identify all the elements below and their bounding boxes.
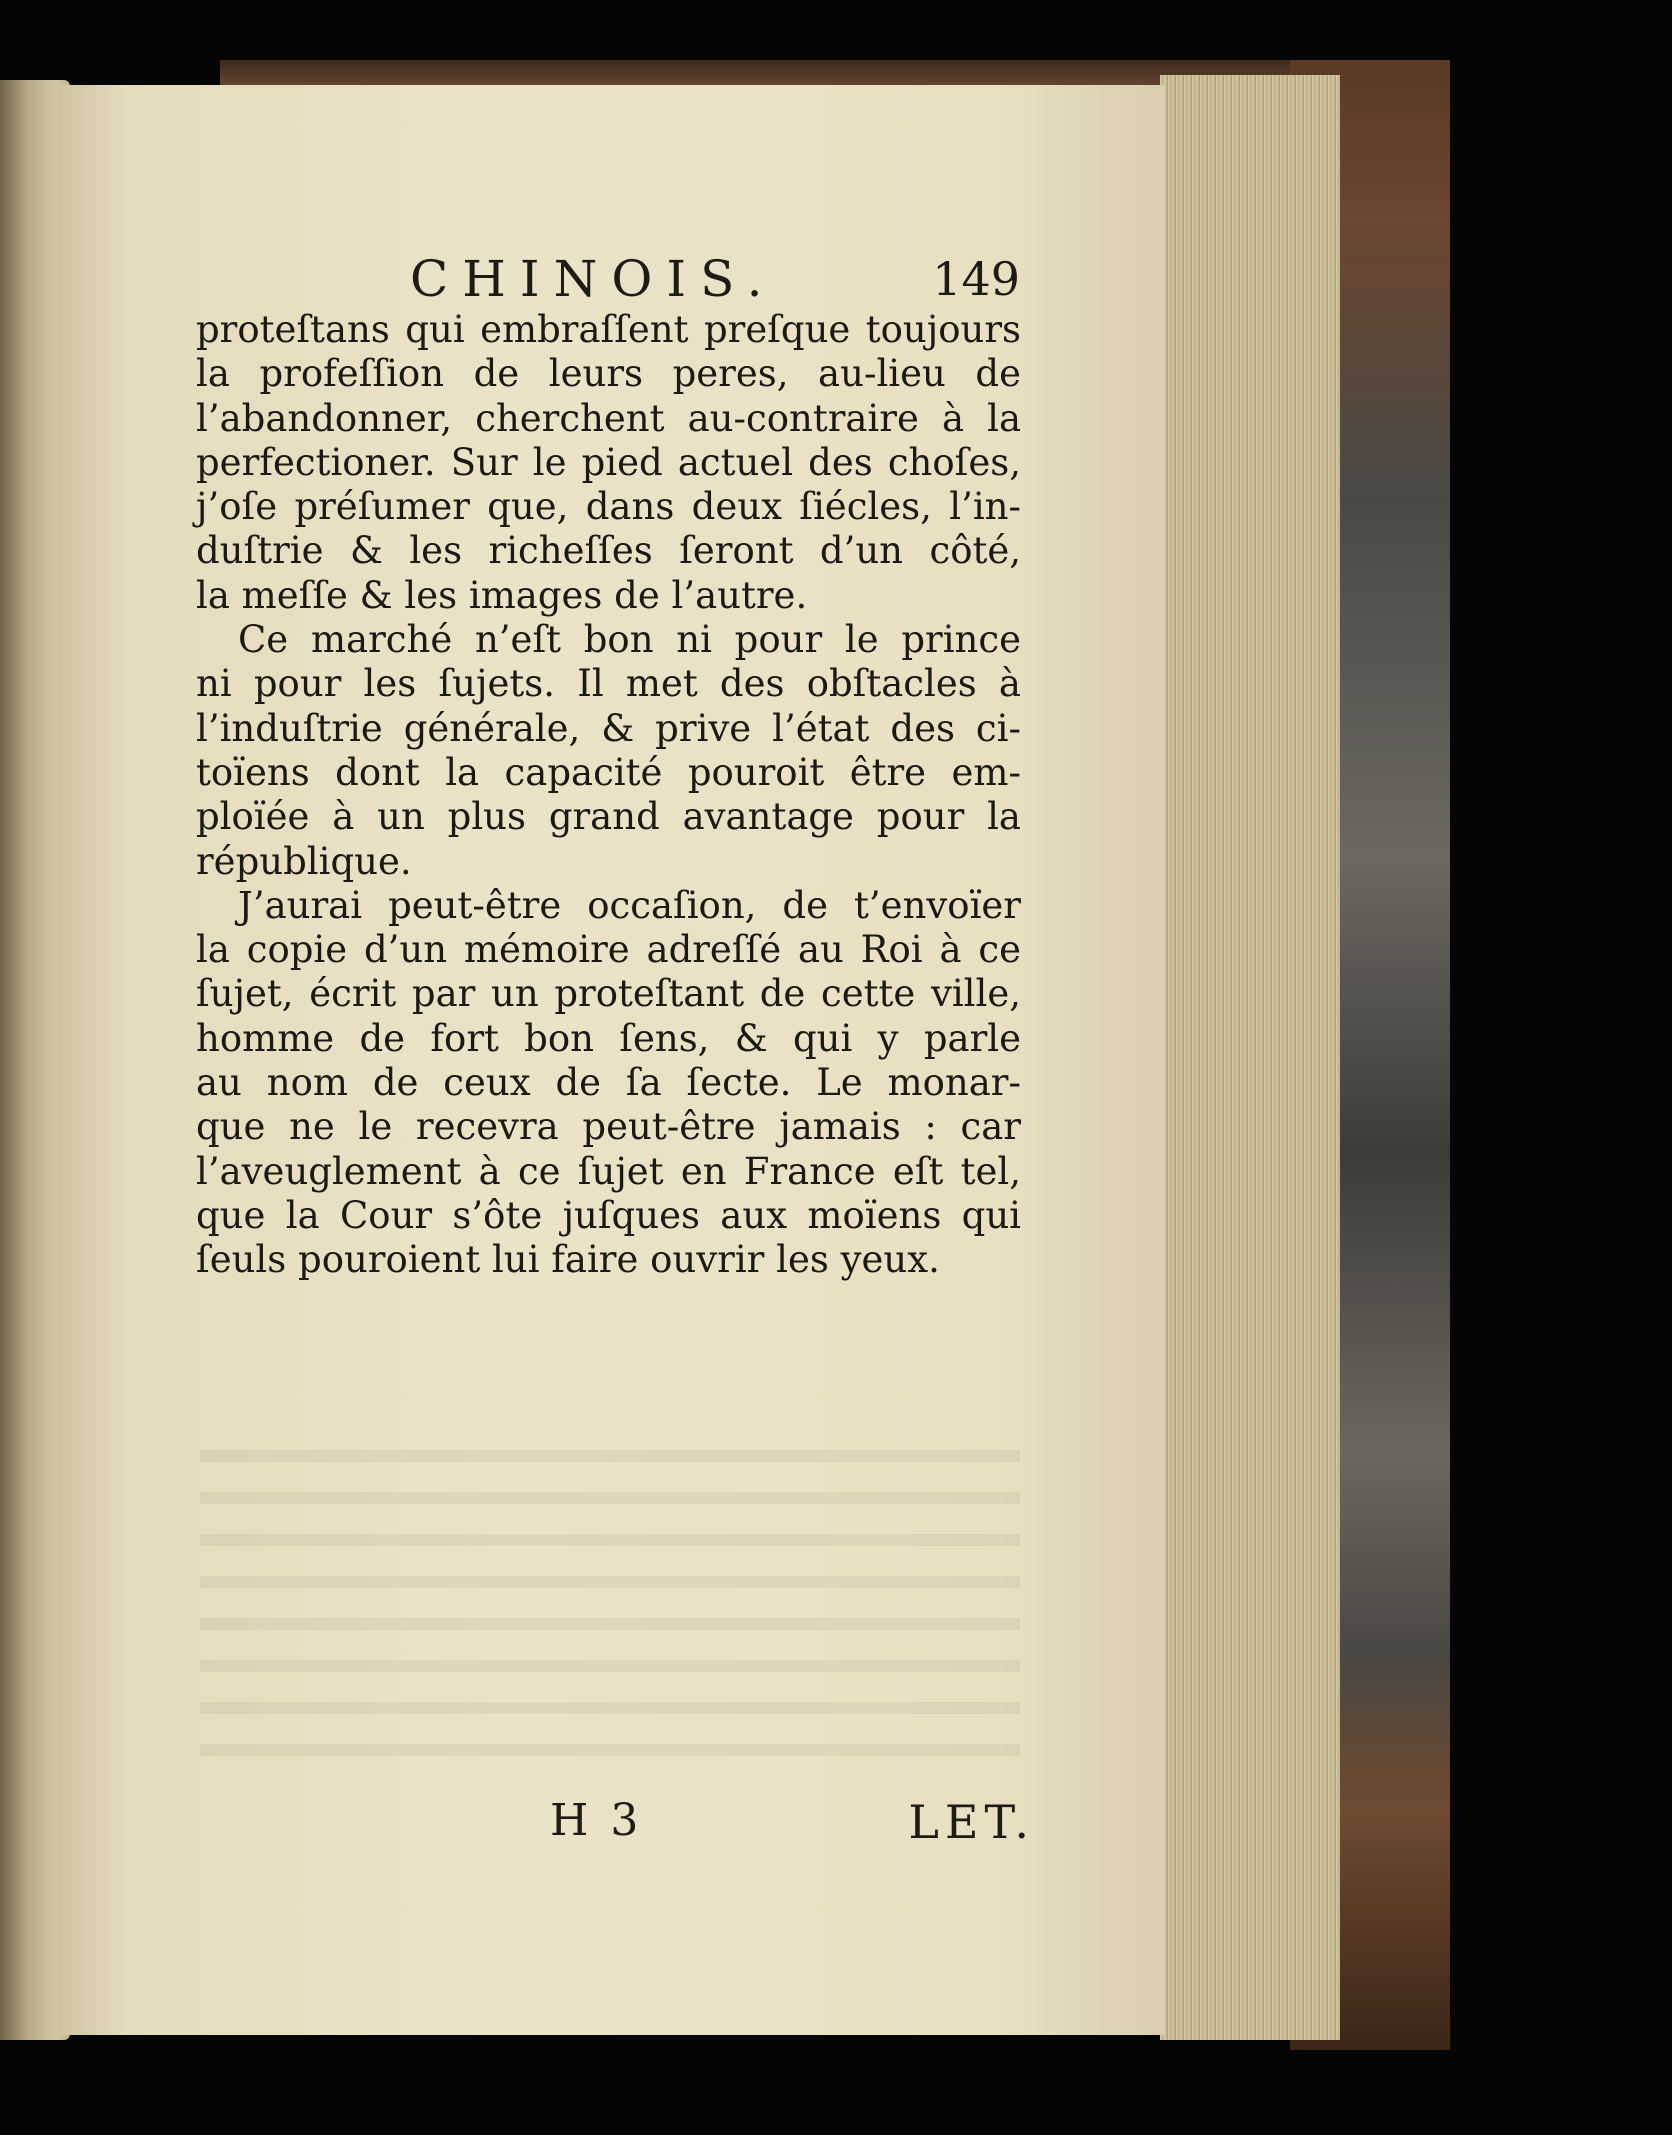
text-line: ſeuls pouroient lui faire ouvrir les yeux.	[196, 1238, 940, 1282]
signature-mark: H 3	[550, 1795, 643, 1846]
bleed-through-text	[200, 1420, 1020, 1760]
text-line: la profeſſion de leurs peres, au-lieu de	[196, 352, 1021, 396]
text-line: j’oſe préſumer que, dans deux ſiécles, l’in-	[196, 485, 1021, 529]
text-line: duſtrie & les richeſſes ſeront d’un côté,	[196, 529, 1021, 573]
text-line: toïens dont la capacité pouroit être em-	[196, 750, 1021, 794]
text-line: homme de fort bon ſens, & qui y parle	[196, 1016, 1021, 1060]
page-block-edge	[1160, 75, 1340, 2040]
text-line: J’aurai peut-être occaſion, de t’envoïer	[238, 883, 1021, 927]
text-line: ploïée à un plus grand avantage pour la	[196, 795, 1021, 839]
text-line: l’abandonner, cherchent au-contraire à la	[196, 396, 1021, 440]
text-line: Ce marché n’eſt bon ni pour le prince	[238, 618, 1021, 662]
text-line: que ne le recevra peut-être jamais : car	[196, 1105, 1021, 1149]
text-line: l’induſtrie générale, & prive l’état des ci-	[196, 706, 1021, 750]
running-head	[410, 250, 1020, 310]
running-head-title: CHINOIS.	[410, 250, 777, 308]
page-footer	[550, 1795, 1035, 1865]
text-line: ni pour les ſujets. Il met des obſtacles à	[196, 662, 1021, 706]
text-line: perfectioner. Sur le pied actuel des choſes,	[196, 440, 1021, 484]
catchword: LET.	[908, 1795, 1035, 1849]
text-line: ſujet, écrit par un proteſtant de cette ville,	[196, 972, 1021, 1016]
text-line: l’aveuglement à ce ſujet en France eſt tel,	[196, 1149, 1021, 1193]
text-line: que la Cour s’ôte juſques aux moïens qui	[196, 1193, 1021, 1237]
text-line: la copie d’un mémoire adreſſé au Roi à ce	[196, 928, 1021, 972]
text-line: république.	[196, 839, 412, 883]
text-line: la meſſe & les images de l’autre.	[196, 573, 808, 617]
body-text	[196, 308, 1021, 1283]
page-number: 149	[932, 252, 1020, 306]
text-line: au nom de ceux de ſa ſecte. Le monar-	[196, 1061, 1021, 1105]
text-line: proteſtans qui embraſſent preſque toujours	[196, 308, 1021, 351]
